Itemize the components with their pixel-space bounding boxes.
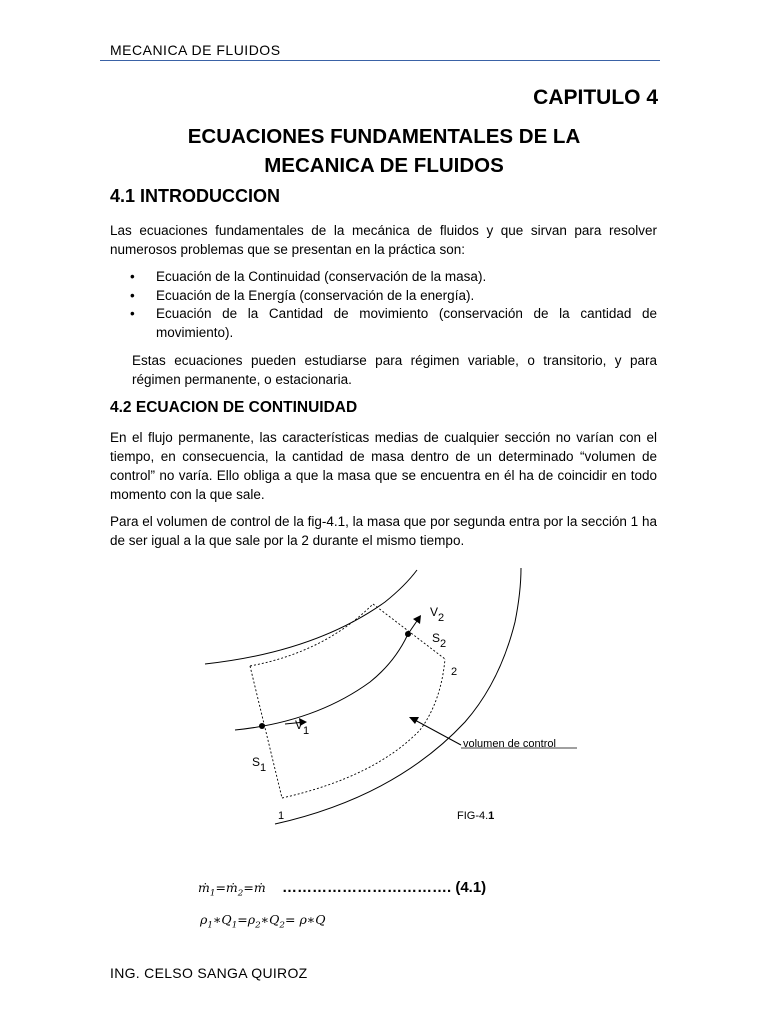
chapter-label: CAPITULO 4 — [533, 86, 658, 109]
control-volume-figure — [195, 562, 595, 832]
equation-density-flow: $\rho_1∗Q_1=\rho_2∗Q_2=$ ρ∗Q — [200, 912, 326, 931]
header-divider — [100, 60, 660, 61]
equation-number: ……………………………. (4.1) — [282, 879, 487, 896]
footer-author: ING. CELSO SANGA QUIROZ — [110, 965, 308, 981]
bullet-icon: • — [130, 287, 135, 303]
running-header: MECANICA DE FLUIDOS — [110, 42, 281, 58]
equations-list — [130, 268, 657, 342]
list-item — [130, 287, 657, 306]
section-heading-introduccion: 4.1 INTRODUCCION — [110, 186, 281, 206]
s1-label: S1 — [252, 755, 267, 774]
velocity-arrowhead-2 — [413, 615, 421, 624]
central-streamline — [235, 634, 408, 730]
chapter-title-line-2: MECANICA DE FLUIDOS — [264, 154, 504, 177]
bullet-icon: • — [130, 269, 135, 284]
list-item-text: Ecuación de la Continuidad (conservación de la masa). — [156, 269, 487, 284]
control-volume-pointer — [413, 719, 461, 745]
v2-label: V2 — [430, 605, 445, 624]
bullet-icon: • — [130, 306, 135, 321]
control-volume-label: volumen de control — [463, 738, 556, 750]
figure-caption: FIG-4.1 — [457, 810, 495, 822]
continuity-paragraph-1: En el flujo permanente, las características medias de cualquier sección no varían con el tiempo, en consecuencia, la cantidad de masa dentro de un determinado “volumen de control” no varía. Ello obliga a que la masa que se encuentra en él ha de coincidir en todo momento con la que sale. — [110, 430, 657, 502]
point-section-1 — [259, 723, 265, 729]
continuity-paragraph-2: Para el volumen de control de la fig-4.1, la masa que por segunda entra por la sección 1 ha de ser igual a la que sale por la 2 durante el mismo tiempo. — [110, 514, 657, 548]
outer-streamline-top — [205, 570, 417, 664]
section-heading-continuidad: 4.2 ECUACION DE CONTINUIDAD — [110, 399, 358, 416]
section-1-label: 1 — [278, 810, 285, 822]
s2-label: S2 — [432, 631, 447, 650]
control-volume-pointer-head — [409, 717, 419, 724]
chapter-title — [110, 122, 658, 180]
outer-streamline-bottom — [275, 568, 521, 824]
list-item — [130, 268, 657, 287]
intro-paragraph: Las ecuaciones fundamentales de la mecánica de fluidos y que sirvan para resolver numerosos problemas que se presentan en la práctica son: — [110, 223, 657, 257]
section-1-line — [250, 666, 282, 798]
chapter-title-line-1: ECUACIONES FUNDAMENTALES DE LA — [187, 125, 581, 148]
regimen-paragraph: Estas ecuaciones pueden estudiarse para régimen variable, o transitorio, y para régimen permanente, o estacionaria. — [132, 353, 657, 387]
list-item — [130, 305, 657, 342]
control-volume-top-boundary — [250, 604, 373, 666]
list-item-text: Ecuación de la Cantidad de movimiento (conservación de la cantidad de movimiento). — [156, 306, 657, 340]
section-2-label: 2 — [451, 666, 458, 678]
list-item-text: Ecuación de la Energía (conservación de la energía). — [156, 287, 475, 303]
equation-mass-flow: ṁ$_1$=ṁ$_2$=ṁ — [198, 880, 266, 899]
v1-label: V1 — [295, 718, 310, 737]
